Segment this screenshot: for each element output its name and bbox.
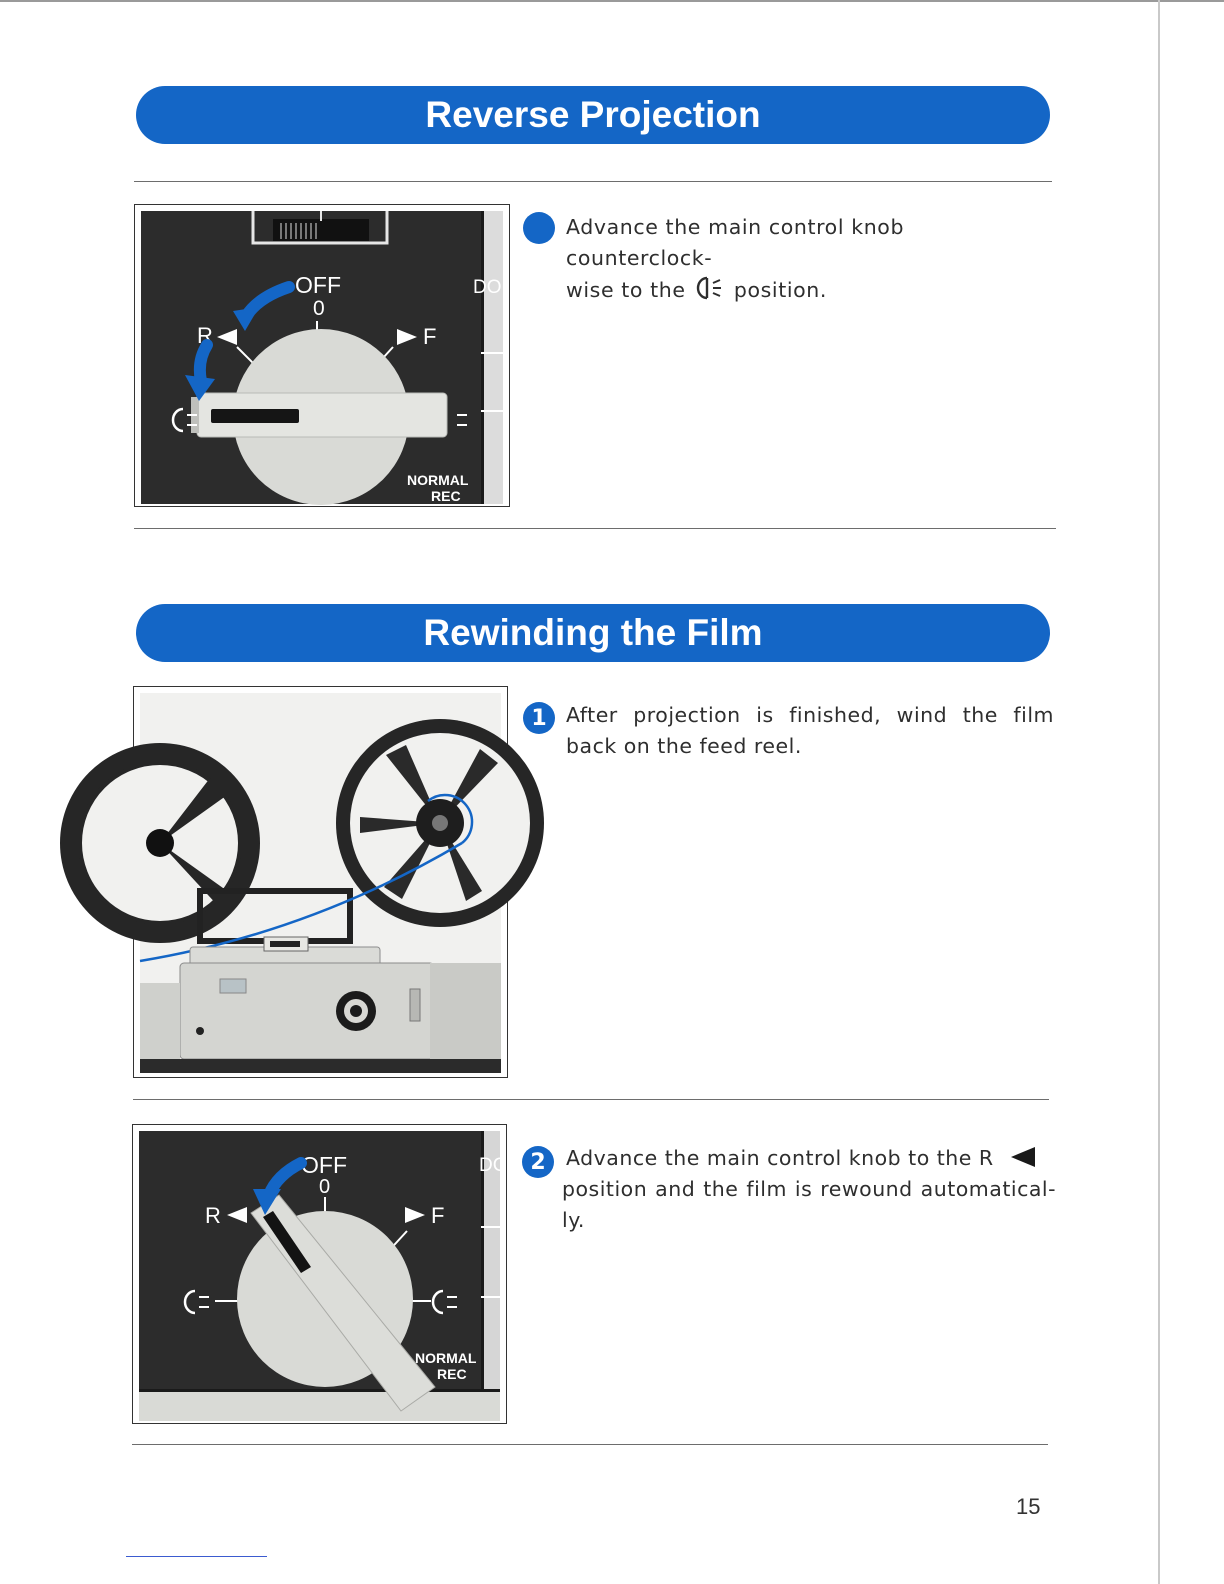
section-title-reverse-projection: Reverse Projection	[136, 86, 1050, 144]
normal-label: NORMAL	[407, 472, 469, 488]
page-number: 15	[1016, 1494, 1041, 1519]
normal-label: NORMAL	[415, 1350, 477, 1366]
divider	[133, 1099, 1049, 1100]
f-label: F	[431, 1203, 445, 1228]
rewind-step-2-text	[562, 1143, 1056, 1236]
projector-illustration	[140, 693, 501, 1073]
zero-label: 0	[319, 1176, 331, 1198]
page-edge-rule	[1158, 0, 1160, 1584]
r-arrow-icon	[1007, 1145, 1037, 1169]
f-label: F	[423, 324, 437, 349]
reverse-step-line-2: wise to the	[566, 278, 686, 302]
reverse-step-line-1: Advance the main control knob counterclock-	[566, 215, 905, 270]
knob-reverse-illustration	[141, 211, 503, 504]
off-label: OFF	[295, 272, 341, 298]
dc-label: DC	[479, 1155, 507, 1176]
rewind-step-2-line-2: position and the film is rewound automatical-ly.	[562, 1177, 1056, 1232]
r-label: R	[197, 323, 213, 348]
bullet-icon	[523, 212, 555, 244]
divider	[134, 528, 1056, 529]
do-label: DO	[473, 277, 502, 298]
photo-control-knob-reverse	[134, 204, 510, 507]
off-label: OFF	[301, 1152, 347, 1178]
photo-projector-reels	[133, 686, 508, 1078]
lamp-icon	[693, 274, 727, 302]
top-rule	[0, 0, 1224, 2]
reverse-step-line-3: position.	[733, 278, 827, 302]
rewind-step-1-text: After projection is finished, wind the film back on the feed reel.	[566, 703, 1054, 758]
r-label: R	[205, 1203, 221, 1228]
zero-label: 0	[313, 297, 325, 320]
rewind-step-2-line-1: Advance the main control knob to the R	[566, 1146, 994, 1170]
divider	[132, 1444, 1048, 1445]
knob-rewind-illustration	[139, 1131, 507, 1421]
photo-control-knob-rewind	[132, 1124, 507, 1424]
rec-label: REC	[437, 1366, 467, 1382]
section-title-rewinding-the-film: Rewinding the Film	[136, 604, 1050, 662]
divider	[134, 181, 1052, 182]
reverse-step-text	[566, 212, 1056, 306]
bottom-link-underline	[126, 1556, 267, 1557]
step-number-1: 1	[523, 702, 555, 734]
step-number-2: 2	[522, 1146, 554, 1178]
rec-label: REC	[431, 488, 461, 504]
